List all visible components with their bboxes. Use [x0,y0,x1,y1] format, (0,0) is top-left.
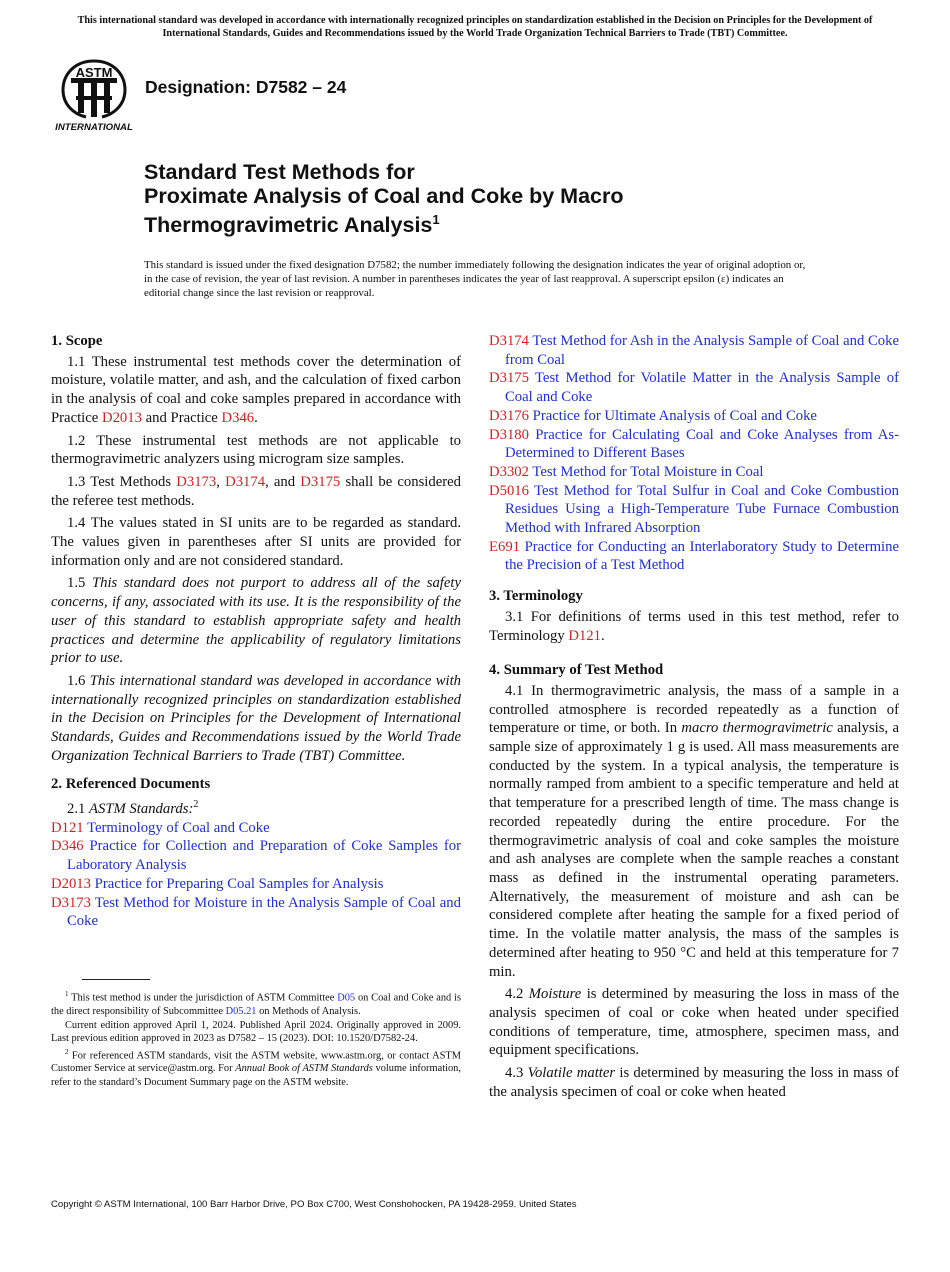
summary-4-1: 4.1 In thermogravimetric analysis, the mass of a sample in a controlled atmosphere is recorded repeatedly as a function of temperature or time, or both. In macro thermogravimetric analysis, a sample size of approximately 1 g is used. All mass measurements are conducted by the system. In a typical analysis, the temperature is normally ramped from ambient to a specific temperature and held at that temperature for a prescribed length of time. The mass change is recorded repeatedly during the entire procedure. For the thermogravimetric analysis of coal and coke samples the moisture and ash analyses are complete when the sample reaches a constant mass as defined in the instrumental operating parameters. Alternatively, the measurement of moisture and ash can be considered complete after heating the sample for a fixed period of time. In the volatile matter analysis, the mass of the samples is determined after heating to 950 °C and held at this temperature for 7 min. [489,682,899,980]
reference-code-link[interactable]: E691 [489,538,521,555]
footnote-1-edition: Current edition approved April 1, 2024. Published April 2024. Originally approved in 2009. Last previous edition approved in 2023 as D7582 – 15 (2023). DOI: 10.1520/D7582-24. [51,1019,461,1044]
link-d3174[interactable]: D3174 [225,473,266,490]
section-heading-terminology: 3. Terminology [489,588,583,605]
terminology-3-1: 3.1 For definitions of terms used in this test method, refer to Terminology D121. [489,608,899,644]
reference-code-link[interactable]: D5016 [489,482,529,499]
title-footnote-mark: 1 [432,212,440,227]
designation: Designation: D7582 – 24 [145,77,347,97]
footnote-1: $^1$ This test method is under the jurisdiction of ASTM Committee D05 on Coal and Coke and is the direct responsibility of Subcommittee D05.21 on Methods of Analysis. [51,990,461,1017]
svg-text:ASTM: ASTM [75,65,113,80]
reference-item [489,482,899,538]
title-line-1: Standard Test Methods for [144,160,415,184]
document-title [144,160,864,237]
summary-4-2: 4.2 Moisture is determined by measuring the loss in mass of the analysis specimen of coal or coke when heated under specified conditions of temperature, time, atmosphere, specimen mass, and equipment specifications. [489,986,899,1059]
top-notice: This international standard was developed in accordance with internationally recognized principles on standardization established in the Decision on Principles for the Development of International Standards, Guides and Recommendations issued by the World Trade Organization Technical Barriers to Trade (TBT) Committee. [77,15,873,39]
reference-item [489,538,899,575]
reference-title-link[interactable]: Test Method for Ash in the Analysis Sample of Coal and Coke from Coal [505,333,899,368]
reference-item [489,463,899,482]
reference-code-link[interactable]: D3173 [51,894,91,911]
reference-title-link[interactable]: Practice for Conducting an Interlaboratory Study to Determine the Precision of a Test Method [505,538,899,574]
reference-title-link[interactable]: Practice for Collection and Preparation of Coke Samples for Laboratory Analysis [67,838,461,874]
reference-title-link[interactable]: Practice for Preparing Coal Samples for Analysis [94,875,384,892]
section-heading-summary: 4. Summary of Test Method [489,662,664,679]
reference-title-link[interactable]: Practice for Calculating Coal and Coke Analyses from As-Determined to Different Bases [505,426,899,462]
reference-title-link[interactable]: Test Method for Total Sulfur in Coal and Coke Combustion Residues Using a High-Temperature Tube Furnace Combustion Method with Infrared Absorption [505,482,899,537]
reference-code-link[interactable]: D3175 [489,370,529,387]
scope-1-3: 1.3 Test Methods D3173, D3174, and D3175 shall be considered the referee test methods. [51,473,461,509]
reference-item [51,894,461,931]
reference-item [489,426,899,463]
link-d05-21[interactable]: D05.21 [225,1005,257,1017]
reference-title-link[interactable]: Terminology of Coal and Coke [87,819,270,836]
reference-code-link[interactable]: D3302 [489,463,529,480]
scope-1-6: 1.6 This international standard was developed in accordance with internationally recognized principles on standardization established in the Decision on Principles for the Development of International Standards, Guides and Recommendations issued by the World Trade Organization Technical Barriers to Trade (TBT) Committee. [51,672,461,764]
reference-item [489,332,899,369]
reference-list-right [489,332,899,575]
scope-1-2: 1.2 These instrumental test methods are not applicable to thermogravimetric analyzers using microgram size samples. [51,432,461,468]
section-heading-scope: 1. Scope [51,333,103,349]
issuance-note: This standard is issued under the fixed designation D7582; the number immediately following the designation indicates the year of original adoption or, in the case of revision, the year of last revision. A number in parentheses indicates the year of last reapproval. A superscript epsilon (ε) indicates an editorial change since the last revision or reapproval. [144,259,806,300]
reference-code-link[interactable]: D3174 [489,333,529,349]
reference-list-left [51,819,461,931]
link-d121[interactable]: D121 [568,627,601,644]
astm-standards-subheading: 2.1 ASTM Standards:$^2$ [67,799,199,818]
reference-title-link[interactable]: Practice for Ultimate Analysis of Coal and Coke [532,407,817,424]
section-heading-referenced-documents: 2. Referenced Documents [51,776,211,793]
reference-item [51,875,461,894]
link-d3173[interactable]: D3173 [176,473,217,490]
reference-code-link[interactable]: D346 [51,838,84,855]
title-line-3: Thermogravimetric Analysis$^1$ [144,212,440,238]
reference-title-link[interactable]: Test Method for Moisture in the Analysis Sample of Coal and Coke [67,894,461,930]
astm-logo [53,56,135,134]
reference-code-link[interactable]: D2013 [51,875,91,892]
logo-wordmark: INTERNATIONAL [55,122,133,133]
right-column [489,332,899,1105]
reference-item [489,369,899,406]
scope-1-4: 1.4 The values stated in SI units are to be regarded as standard. The values given in parentheses after SI units are provided for information only and are not considered standard. [51,515,461,569]
footnote-divider [82,979,150,980]
scope-1-1: 1.1 These instrumental test methods cover the determination of moisture, volatile matter, and ash, and the calculation of fixed carbon in the analysis of coal and coke samples prepared in accordance with Practice D2013 and Practice D346. [51,353,461,426]
reference-item [51,819,461,838]
footnote-2: $^2$ For referenced ASTM standards, visit the ASTM website, www.astm.org, or contact ASTM Customer Service at service@astm.org. For Annual Book of ASTM Standards volume information, refer to the standard’s Document Summary page on the ASTM website. [51,1047,461,1088]
link-d05[interactable]: D05 [337,992,356,1004]
reference-code-link[interactable]: D3180 [489,426,529,443]
link-d3175[interactable]: D3175 [300,473,341,490]
scope-1-5: 1.5 This standard does not purport to address all of the safety concerns, if any, associated with its use. It is the responsibility of the user of this standard to establish appropriate safety and health practices and determine the applicability of regulatory limitations prior to use. [51,575,461,667]
reference-item [51,837,461,874]
link-d2013[interactable]: D2013 [101,409,142,426]
reference-code-link[interactable]: D3176 [489,407,529,424]
title-line-2: Proximate Analysis of Coal and Coke by Macro [144,184,624,208]
summary-4-3: 4.3 Volatile matter is determined by measuring the loss in mass of the analysis specimen of coal or coke when heated [489,1065,899,1100]
reference-title-link[interactable]: Test Method for Volatile Matter in the Analysis Sample of Coal and Coke [505,370,899,406]
link-d346[interactable]: D346 [221,409,255,426]
reference-item [489,407,899,426]
footnotes [51,988,461,1090]
left-column [51,332,461,931]
reference-code-link[interactable]: D121 [51,819,84,836]
copyright-notice: Copyright © ASTM International, 100 Barr Harbor Drive, PO Box C700, West Conshohocken, PA 19428-2959. United States [51,1199,577,1210]
reference-title-link[interactable]: Test Method for Total Moisture in Coal [532,463,764,480]
